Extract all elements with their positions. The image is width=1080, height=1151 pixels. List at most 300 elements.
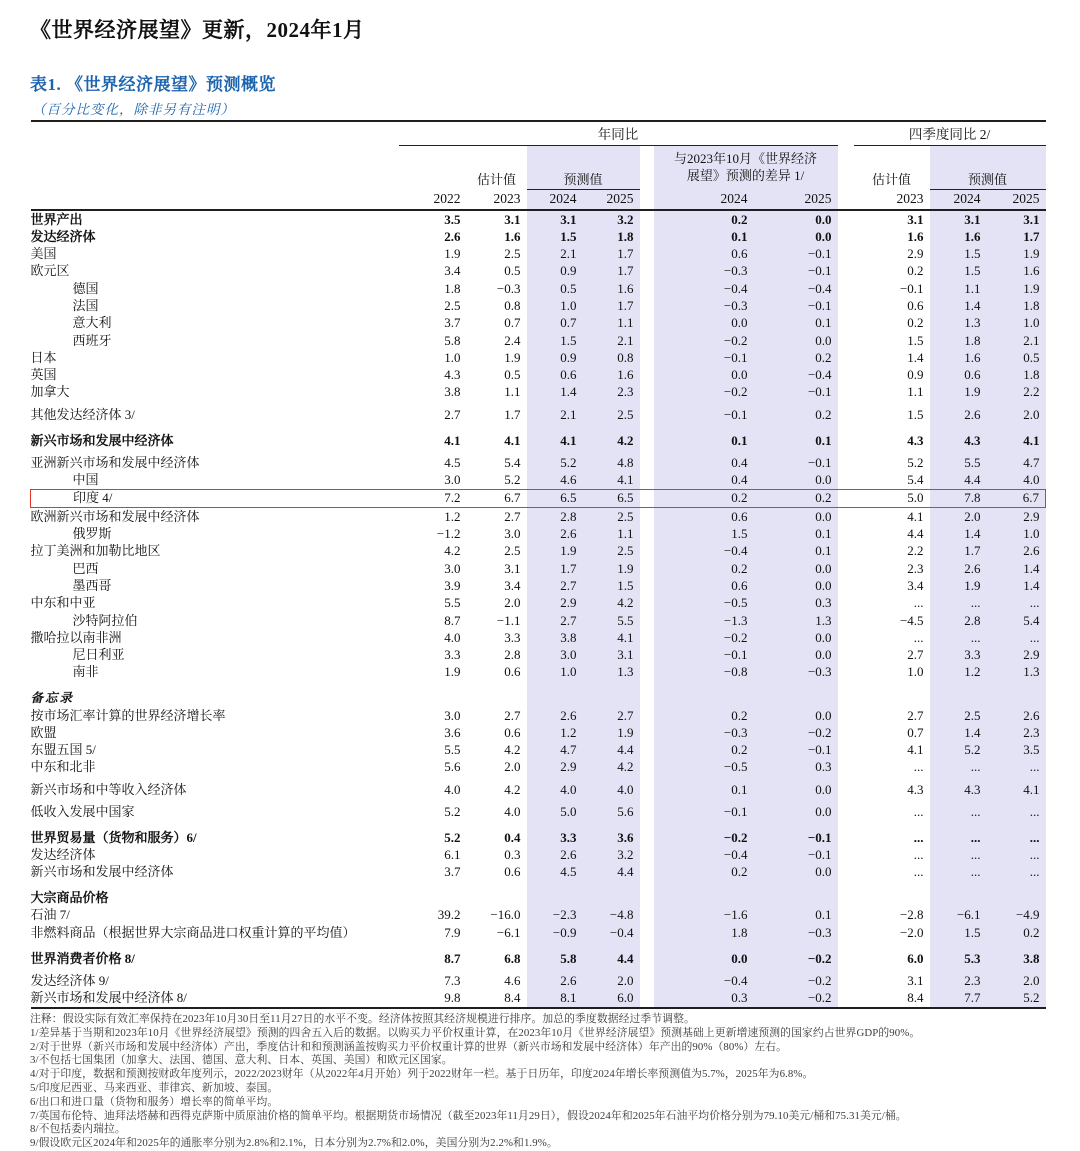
value-cell: 1.9 [444,246,461,262]
header-spacer [838,121,854,145]
row-label: 欧元区 [30,263,70,279]
value-cell: −0.2 [807,950,832,966]
table-row [31,508,1046,526]
value-cell: 0.6 [504,864,521,880]
year-column-header: 2025 [987,189,1046,210]
value-cell: −0.3 [496,280,521,296]
value-cell: ... [913,864,924,880]
row-label: 中国 [72,472,99,488]
value-cell: 1.5 [731,526,748,542]
value-cell: 2.0 [504,595,521,611]
value-cell: 0.6 [731,508,748,524]
value-cell: 0.0 [815,228,832,244]
table-row [31,924,1046,941]
row-label: 石油 7/ [30,907,70,923]
value-cell: 5.2 [1023,990,1040,1006]
value-cell: 3.8 [444,384,461,400]
column-spacer [640,263,654,280]
year-column-header: 2024 [654,189,754,210]
column-spacer [640,595,654,612]
value-cell: 4.0 [444,781,461,797]
value-cell: 2.3 [617,384,634,400]
value-cell: ... [970,629,981,645]
footnote-line: 4/对于印度，数据和预测按财政年度列示，2022/2023财年（从2022年4月开始）列于2022财年一栏。基于日历年，印度2024年增长率预测值为5.7%，2025年为6.8%。 [30,1068,814,1081]
value-cell: ... [913,759,924,775]
value-cell: 3.5 [1023,742,1040,758]
value-cell: 2.7 [560,577,577,593]
value-cell: 7.2 [399,489,467,507]
column-spacer [640,543,654,560]
value-cell: −0.2 [723,384,748,400]
value-cell: 4.1 [617,472,634,488]
value-cell: 1.1 [617,315,634,331]
table-row [31,543,1046,560]
value-cell [854,681,930,707]
value-cell: 1.6 [504,228,521,244]
row-label: 日本 [30,349,57,365]
row-label: 低收入发展中国家 [30,804,135,819]
header-label-row [31,145,1046,189]
value-cell: 2.0 [617,972,634,988]
value-cell: 0.0 [731,315,748,331]
value-cell: 2.6 [1023,543,1040,559]
value-cell: −0.1 [807,742,832,758]
value-cell: 3.3 [504,629,521,645]
value-cell [654,881,754,907]
value-cell: 5.0 [560,804,577,819]
value-cell: 0.2 [754,489,838,507]
value-cell: 5.6 [617,804,634,819]
header-spacer [838,189,854,210]
column-spacer [838,297,854,314]
value-cell: 0.0 [815,804,832,819]
value-cell [583,881,640,907]
value-cell: 2.1 [560,246,577,262]
row-label: 中东和中亚 [30,595,96,611]
value-cell: 1.9 [1023,246,1040,262]
year-column-header: 2025 [754,189,838,210]
value-cell: 3.4 [444,263,461,279]
column-spacer [838,924,854,941]
column-spacer [838,664,854,681]
value-cell: 1.5 [560,332,577,348]
page-title: 《世界经济展望》更新，2024年1月 [30,18,365,42]
value-cell: 2.9 [1023,647,1040,663]
value-cell: 0.3 [815,759,832,775]
value-cell: 0.2 [731,211,748,227]
value-cell: −0.2 [807,972,832,988]
row-label: 其他发达经济体 3/ [30,406,135,422]
value-cell: 1.5 [560,228,577,244]
value-cell: 1.2 [444,508,461,524]
value-cell: 2.0 [1023,406,1040,422]
column-spacer [838,577,854,594]
value-cell: −0.2 [723,332,748,348]
value-cell: 1.0 [1023,315,1040,331]
value-cell: 3.1 [617,647,634,663]
value-cell: 3.2 [617,211,634,227]
row-label: 加拿大 [30,384,70,400]
value-cell: 3.8 [560,629,577,645]
value-cell: −0.1 [807,829,832,845]
column-spacer [838,629,854,646]
value-cell: 0.5 [504,263,521,279]
value-cell: 2.6 [964,406,981,422]
row-label: 法国 [72,297,99,313]
table-row [31,210,1046,228]
column-spacer [838,315,854,332]
table-row [31,864,1046,881]
table-row [31,881,1046,907]
value-cell: ... [913,804,924,819]
value-cell: 3.6 [617,829,634,845]
value-cell: 1.4 [560,384,577,400]
value-cell: 4.2 [617,759,634,775]
value-cell: −1.2 [436,526,461,542]
column-spacer [640,612,654,629]
row-label: 世界产出 [30,211,83,227]
value-cell: 1.6 [617,280,634,296]
column-spacer [838,864,854,881]
row-label: 南非 [72,664,99,680]
value-cell: 9.8 [444,990,461,1006]
value-cell: ... [970,759,981,775]
value-cell: 2.1 [560,406,577,422]
table-row [31,759,1046,776]
value-cell: 3.1 [1023,211,1040,227]
value-cell: 0.8 [617,349,634,365]
column-spacer [838,759,854,776]
column-spacer [640,759,654,776]
value-cell: 4.3 [444,367,461,383]
row-label: 新兴市场和中等收入经济体 [30,781,187,797]
value-cell: 0.0 [815,560,832,576]
column-spacer [640,664,654,681]
value-cell: 2.8 [504,647,521,663]
value-cell: 2.3 [907,560,924,576]
value-cell: 2.7 [907,647,924,663]
value-cell: 0.0 [815,647,832,663]
column-spacer [640,560,654,577]
column-spacer [838,881,854,907]
forecast-table [30,120,1046,1009]
value-cell: 1.4 [1023,560,1040,576]
header-spacer [31,145,399,189]
value-cell: 2.5 [964,707,981,723]
value-cell: −0.2 [807,724,832,740]
value-cell: 1.4 [907,349,924,365]
value-cell: 3.1 [907,972,924,988]
row-label: 亚洲新兴市场和发展中经济体 [30,454,200,470]
value-cell: 5.2 [444,829,461,845]
header-spacer [640,189,654,210]
value-cell: 6.0 [907,950,924,966]
value-cell: 0.9 [907,367,924,383]
value-cell: 2.1 [1023,332,1040,348]
column-spacer [640,907,654,924]
value-cell: −4.9 [1015,907,1040,923]
value-cell: 5.2 [907,454,924,470]
value-cell: 1.4 [964,297,981,313]
value-cell [987,881,1046,907]
value-cell: 4.0 [1023,472,1040,488]
value-cell: 7.3 [444,972,461,988]
value-cell: 0.2 [1023,924,1040,940]
table-row [31,907,1046,924]
estimate-label-yoy: 估计值 [476,172,516,187]
column-spacer [640,472,654,490]
value-cell [467,881,527,907]
value-cell: ... [970,804,981,819]
value-cell: 4.0 [504,804,521,819]
table-row [31,401,1046,423]
value-cell: 1.7 [964,543,981,559]
value-cell: 4.7 [560,742,577,758]
value-cell: −0.2 [723,829,748,845]
value-cell: 6.8 [504,950,521,966]
value-cell: 0.2 [907,263,924,279]
table-row [31,942,1046,968]
value-cell: −0.3 [723,724,748,740]
value-cell: 2.8 [964,612,981,628]
value-cell: 8.7 [444,950,461,966]
value-cell: 7.9 [444,924,461,940]
table-row [31,280,1046,297]
value-cell: −1.1 [496,612,521,628]
row-label: 新兴市场和发展中经济体 [30,432,174,448]
value-cell: −0.4 [807,367,832,383]
column-spacer [640,742,654,759]
column-spacer [640,228,654,245]
year-column-header: 2023 [854,189,930,210]
year-column-header: 2024 [930,189,987,210]
value-cell: 5.2 [964,742,981,758]
table-row [31,332,1046,349]
value-cell: 4.3 [907,781,924,797]
value-cell: 1.2 [964,664,981,680]
value-cell: 1.3 [1023,664,1040,680]
value-cell: 6.5 [583,489,640,507]
value-cell: 1.9 [617,560,634,576]
column-spacer [640,349,654,366]
value-cell: ... [1029,759,1040,775]
value-cell: 1.2 [560,724,577,740]
value-cell: 0.0 [731,367,748,383]
value-cell: 0.2 [731,707,748,723]
value-cell: 2.9 [560,759,577,775]
value-cell: 1.8 [964,332,981,348]
value-cell: 4.0 [560,781,577,797]
value-cell: 4.4 [964,472,981,488]
table-row [31,349,1046,366]
value-cell [583,681,640,707]
difference-header [654,145,838,189]
value-cell: 1.9 [560,543,577,559]
difference-header-line1: 与2023年10月《世界经济 [674,150,818,166]
value-cell: 1.1 [504,384,521,400]
table-row [31,612,1046,629]
value-cell: 4.7 [1023,454,1040,470]
table-row [31,776,1046,798]
value-cell: 0.6 [731,577,748,593]
row-label: 欧洲新兴市场和发展中经济体 [30,508,200,524]
footnote-line: 8/不包括委内瑞拉。 [30,1123,126,1136]
column-spacer [640,297,654,314]
value-cell: 4.6 [560,472,577,488]
value-cell: 6.0 [617,990,634,1006]
value-cell: 2.0 [1023,972,1040,988]
column-spacer [838,508,854,526]
value-cell: 5.4 [907,472,924,488]
value-cell: ... [1029,629,1040,645]
value-cell: 0.2 [654,489,754,507]
column-spacer [640,508,654,526]
value-cell: 3.0 [504,526,521,542]
column-spacer [838,526,854,543]
value-cell: 3.8 [1023,950,1040,966]
value-cell: 0.2 [731,560,748,576]
estimate-label-q4: 估计值 [872,172,912,187]
value-cell: 2.0 [964,508,981,524]
column-spacer [838,907,854,924]
table-row [31,472,1046,490]
table-row [31,577,1046,594]
table-row [31,384,1046,401]
value-cell: 3.6 [444,724,461,740]
header-spacer [399,145,467,189]
value-cell: 1.9 [964,384,981,400]
value-cell: 4.0 [617,781,634,797]
value-cell: 3.3 [444,647,461,663]
column-spacer [838,942,854,968]
value-cell: 4.1 [560,432,577,448]
column-spacer [838,367,854,384]
value-cell: −1.6 [723,907,748,923]
value-cell: ... [1029,829,1040,845]
column-spacer [838,489,854,507]
value-cell: 0.1 [815,432,832,448]
value-cell: −2.0 [899,924,924,940]
value-cell: 2.3 [964,972,981,988]
value-cell: 3.5 [444,211,461,227]
value-cell: 5.2 [560,454,577,470]
value-cell: 0.7 [504,315,521,331]
value-cell: 1.9 [964,577,981,593]
row-label: 非燃料商品（根据世界大宗商品进口权重计算的平均值） [30,924,356,940]
footnote-line: 3/不包括七国集团（加拿大、法国、德国、意大利、日本、英国、美国）和欧元区国家。 [30,1054,453,1067]
table-row [31,847,1046,864]
value-cell: ... [970,595,981,611]
table-row [31,742,1046,759]
footnote-line: 2/对于世界（新兴市场和发展中经济体）产出，季度估计和和预测涵盖按购买力平价权重计算的世界（新兴市场和发展中经济体）年产出的90%（80%）左右。 [30,1040,788,1053]
value-cell: 2.8 [560,508,577,524]
column-spacer [838,990,854,1008]
value-cell: −0.9 [552,924,577,940]
value-cell: 0.9 [560,349,577,365]
value-cell: 1.6 [1023,263,1040,279]
column-spacer [838,681,854,707]
value-cell: 6.7 [467,489,527,507]
value-cell: 1.0 [1023,526,1040,542]
column-spacer [640,384,654,401]
value-cell: 2.9 [1023,508,1040,524]
row-label: 世界消费者价格 8/ [30,950,135,966]
value-cell: 2.7 [444,406,461,422]
table-title: 表1. 《世界经济展望》预测概览 [30,75,276,94]
value-cell: 1.0 [907,664,924,680]
value-cell: 2.5 [617,406,634,422]
row-label: 墨西哥 [72,577,112,593]
table-row [31,681,1046,707]
header-spacer [31,121,399,145]
value-cell: 3.7 [444,315,461,331]
value-cell [854,881,930,907]
forecast-label-q4: 预测值 [930,145,1046,189]
difference-header-line2: 展望》预测的差异 1/ [686,167,805,183]
column-spacer [640,942,654,968]
value-cell: 3.4 [907,577,924,593]
value-cell: 1.9 [504,349,521,365]
column-spacer [640,577,654,594]
value-cell: 0.1 [815,526,832,542]
table-row [31,526,1046,543]
value-cell: 39.2 [437,907,461,923]
value-cell: 0.0 [815,629,832,645]
value-cell: 1.6 [907,228,924,244]
footnotes [30,1013,1050,1151]
column-spacer [640,246,654,263]
value-cell: 0.3 [815,595,832,611]
value-cell: 2.2 [1023,384,1040,400]
column-spacer [640,864,654,881]
value-cell: 4.3 [964,781,981,797]
value-cell: 5.8 [560,950,577,966]
value-cell [399,681,467,707]
value-cell: 6.7 [987,489,1046,507]
value-cell: 2.6 [560,526,577,542]
value-cell: 2.3 [1023,724,1040,740]
value-cell: 4.2 [617,595,634,611]
value-cell: 1.8 [1023,367,1040,383]
value-cell: −0.5 [723,759,748,775]
value-cell: 0.0 [815,781,832,797]
value-cell: 4.1 [907,508,924,524]
row-label: 俄罗斯 [72,526,112,542]
value-cell: 0.2 [731,742,748,758]
value-cell: −2.8 [899,907,924,923]
value-cell: −4.8 [609,907,634,923]
column-spacer [640,821,654,847]
value-cell: 4.1 [617,629,634,645]
value-cell: 2.6 [560,707,577,723]
value-cell: −0.3 [807,664,832,680]
value-cell: 0.7 [907,724,924,740]
footnote-line: 1/差异基于当期和2023年10月《世界经济展望》预测的四舍五入后的数据。以购买力平价权重计算，在2023年10月《世界经济展望》预测基础上更新增速预测的国家约占世界GDP的90%。 [30,1026,921,1039]
value-cell: 3.1 [504,211,521,227]
value-cell: 3.0 [444,560,461,576]
value-cell: 2.7 [907,707,924,723]
value-cell: 8.4 [907,990,924,1006]
value-cell [467,681,527,707]
value-cell: 4.4 [617,864,634,880]
footnote-line: 7/英国布伦特、迪拜法塔赫和西得克萨斯中质原油价格的简单平均。根据期货市场情况（截至2023年11月29日），假设2024年和2025年石油平均价格分别为79.10美元/桶和75.31美元/桶。 [30,1109,907,1122]
value-cell: −0.4 [723,280,748,296]
value-cell: 1.6 [964,349,981,365]
table-row [31,246,1046,263]
year-column-header: 2022 [399,189,467,210]
row-label: 发达经济体 [30,228,96,244]
value-cell: ... [913,629,924,645]
